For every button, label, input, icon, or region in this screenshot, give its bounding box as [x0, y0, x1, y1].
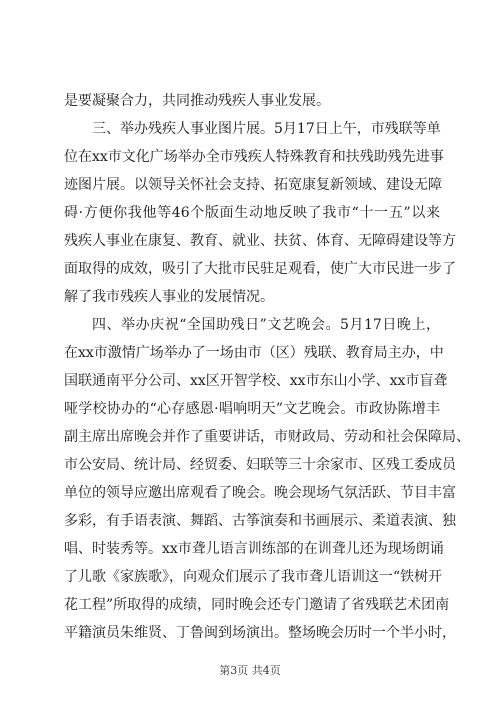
text-line: 了儿歌《家族歌》，向观众们展示了我市聋儿语训这一“铁树开 [64, 569, 443, 585]
page-number-footer: 第3页 共4页 [219, 664, 281, 677]
text-line: 在xx市激情广场举办了一场由市（区）残联、教育局主办，中 [64, 345, 444, 361]
text-line: 哑学校协办的“心存感恩·唱响明天”文艺晚会。市政协陈增丰 [64, 401, 440, 417]
text-line: 是要凝聚合力，共同推动残疾人事业发展。 [64, 93, 330, 109]
text-line: 市公安局、统计局、经贸委、妇联等三十余家市、区残工委成员 [64, 457, 456, 473]
text-line: 位在xx市文化广场举办全市残疾人特殊教育和扶残助残先进事 [64, 149, 444, 165]
text-line: 面取得的成效，吸引了大批市民驻足观看，使广大市民进一步了 [64, 261, 456, 277]
text-line: 国联通南平分公司、xx区开智学校、xx市东山小学、xx市盲聋 [64, 373, 448, 389]
text-line: 残疾人事业在康复、教育、就业、扶贫、体育、无障碍建设等方 [64, 233, 456, 249]
text-line: 唱、时装秀等。xx市聋儿语言训练部的在训聋儿还为现场朗诵 [64, 541, 444, 557]
text-line: 多彩，有手语表演、舞蹈、古筝演奏和书画展示、柔道表演、独 [64, 513, 456, 529]
text-line: 单位的领导应邀出席观看了晚会。晚会现场气氛活跃、节目丰富 [64, 485, 456, 501]
text-line: 三、举办残疾人事业图片展。5月17日上午，市残联等单 [92, 121, 441, 137]
text-line: 碍·方便你我他等46个版面生动地反映了我市“十一五”以来 [64, 205, 440, 221]
text-line: 四、举办庆祝“全国助残日”文艺晚会。5月17日晚上， [92, 317, 440, 333]
document-body [64, 87, 470, 647]
text-line: 迹图片展。以领导关怀社会支持、拓宽康复新领域、建设无障 [64, 177, 442, 193]
text-line: 平籍演员朱维贤、丁鲁闽到场演出。整场晚会历时一个半小时， [64, 625, 456, 641]
text-line: 副主席出席晚会并作了重要讲话，市财政局、劳动和社会保障局、 [64, 429, 470, 445]
text-line: 解了我市残疾人事业的发展情况。 [64, 289, 274, 305]
text-line: 花工程”所取得的成绩，同时晚会还专门邀请了省残联艺术团南 [64, 597, 450, 613]
